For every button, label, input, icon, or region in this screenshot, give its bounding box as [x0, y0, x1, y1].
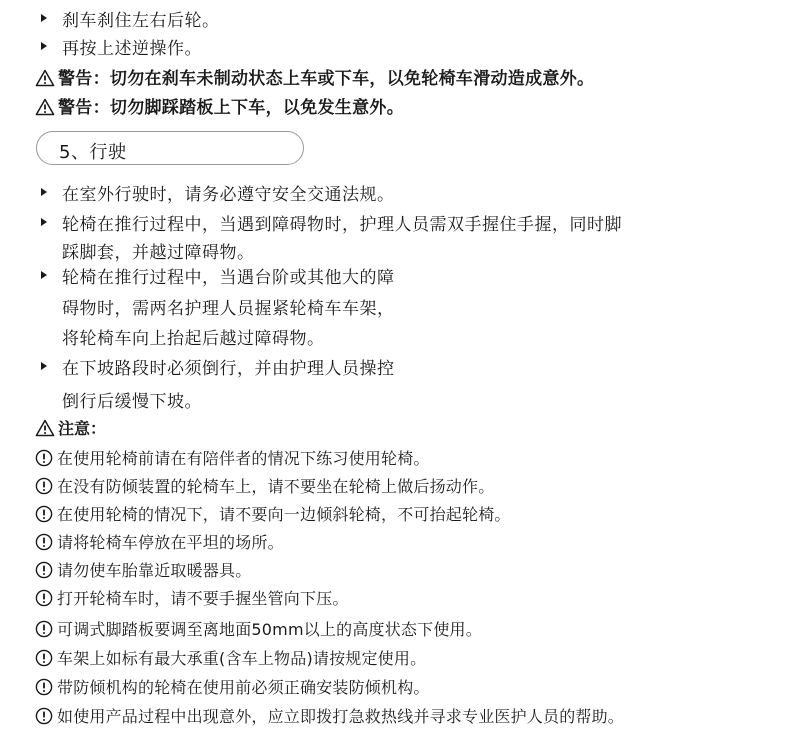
bullet-text: 倒行后缓慢下坡。 [62, 392, 202, 412]
note-text: 如使用产品过程中出现意外，应立即拨打急救热线并寻求专业医护人员的帮助。 [57, 707, 625, 726]
exclamation-circle-icon [35, 449, 53, 467]
note-text: 请勿使车胎靠近取暖器具。 [57, 561, 252, 580]
exclamation-circle-icon [35, 649, 53, 667]
note-text: 可调式脚踏板要调至离地面50mm以上的高度状态下使用。 [57, 620, 482, 639]
section-header [36, 131, 304, 165]
bullet-text: 轮椅在推行过程中，当遇台阶或其他大的障 [62, 268, 395, 288]
note-item [35, 558, 251, 581]
bullet-tri-icon [41, 362, 47, 370]
exclamation-circle-icon [35, 620, 53, 638]
note-text: 请将轮椅车停放在平坦的场所。 [57, 533, 284, 552]
section-title: 5、行驶 [59, 142, 127, 163]
warning-triangle-icon [35, 69, 55, 87]
note-text: 打开轮椅车时，请不要手握坐管向下压。 [57, 589, 349, 608]
note-item [35, 646, 426, 669]
exclamation-circle-icon [35, 707, 53, 725]
bullet-tri-icon [41, 14, 47, 22]
note-item [35, 502, 511, 525]
bullet-tri-icon [41, 188, 47, 196]
bullet-text: 在下坡路段时必须倒行，并由护理人员操控 [62, 359, 395, 379]
note-item [35, 617, 482, 640]
exclamation-circle-icon [35, 533, 53, 551]
warning-text: 警告：切勿在刹车未制动状态上车或下车，以免轮椅车滑动造成意外。 [58, 69, 595, 89]
bullet-tri-icon [41, 42, 47, 50]
exclamation-circle-icon [35, 561, 53, 579]
bullet-text: 踩脚套，并越过障碍物。 [62, 243, 255, 263]
exclamation-circle-icon [35, 477, 53, 495]
note-text: 车架上如标有最大承重(含车上物品)请按规定使用。 [57, 649, 427, 668]
warning-triangle-icon [35, 419, 55, 437]
notes-title-text: 注意： [58, 419, 107, 438]
note-item [35, 586, 349, 609]
warning-triangle-icon [35, 98, 55, 116]
bullet-text: 刹车刹住左右后轮。 [62, 11, 220, 31]
bullet-text: 碍物时，需两名护理人员握紧轮椅车车架， [62, 299, 395, 319]
exclamation-circle-icon [35, 678, 53, 696]
exclamation-circle-icon [35, 589, 53, 607]
note-text: 在使用轮椅前请在有陪伴者的情况下练习使用轮椅。 [57, 449, 430, 468]
bullet-text: 再按上述逆操作。 [62, 39, 202, 59]
bullet-text: 在室外行驶时，请务必遵守安全交通法规。 [62, 185, 395, 205]
note-item [35, 704, 624, 727]
warning-text: 警告：切勿脚踩踏板上下车，以免发生意外。 [58, 98, 404, 118]
note-item [35, 474, 494, 497]
bullet-tri-icon [41, 271, 47, 279]
note-item [35, 530, 284, 553]
bullet-text: 轮椅在推行过程中，当遇到障碍物时，护理人员需双手握住手握，同时脚 [62, 215, 622, 235]
bullet-text: 将轮椅车向上抬起后越过障碍物。 [62, 329, 325, 349]
note-item [35, 446, 430, 469]
exclamation-circle-icon [35, 505, 53, 523]
note-text: 在使用轮椅的情况下，请不要向一边倾斜轮椅，不可抬起轮椅。 [57, 505, 511, 524]
note-text: 在没有防倾装置的轮椅车上，请不要坐在轮椅上做后扬动作。 [57, 477, 495, 496]
warning-line [35, 93, 404, 118]
note-text: 带防倾机构的轮椅在使用前必须正确安装防倾机构。 [57, 678, 430, 697]
bullet-tri-icon [41, 218, 47, 226]
notes-title [35, 416, 106, 439]
warning-line [35, 64, 594, 89]
note-item [35, 675, 430, 698]
